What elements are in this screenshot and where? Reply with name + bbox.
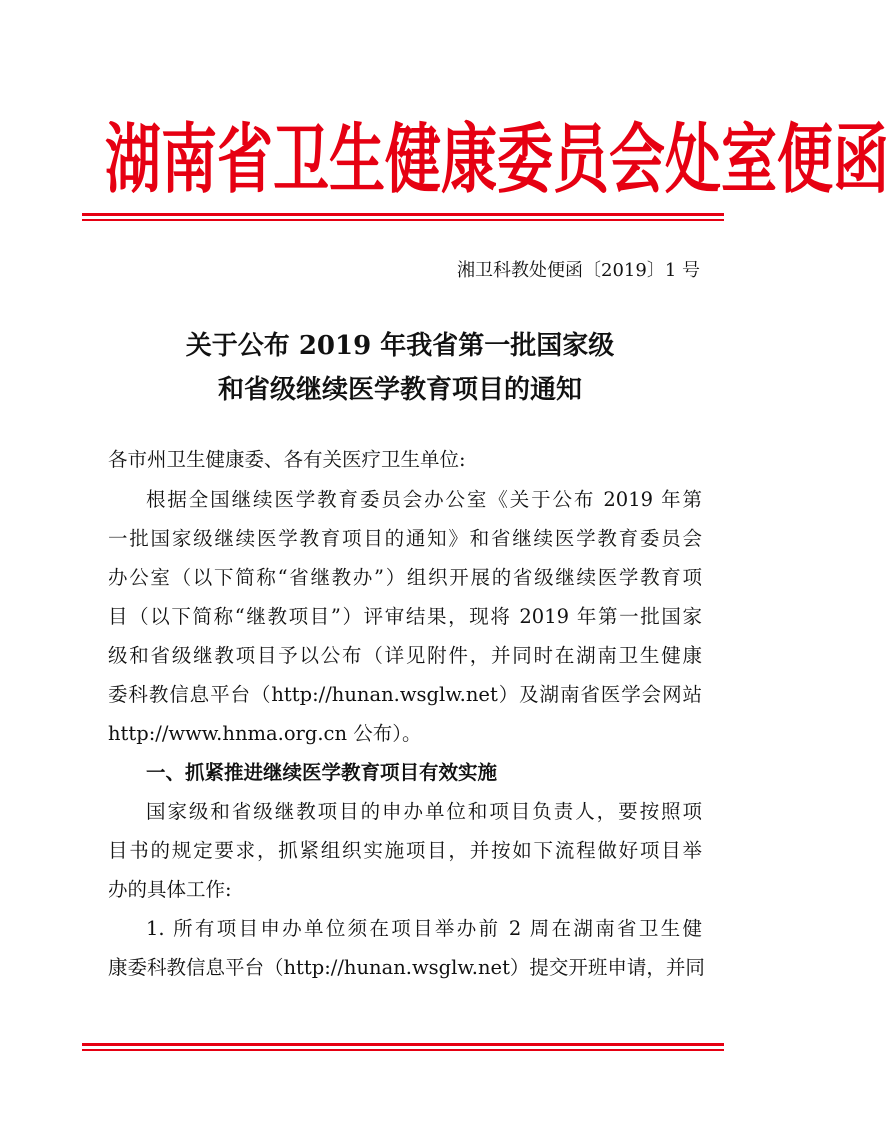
masthead-char: 函	[833, 115, 889, 205]
paragraph-line: 目书的规定要求，抓紧组织实施项目，并按如下流程做好项目举	[108, 839, 702, 862]
header-red-rule-thin	[82, 219, 724, 221]
masthead-char: 员	[553, 115, 609, 205]
footer-red-rule-thin	[82, 1049, 724, 1051]
list-item-line: 1. 所有项目申办单位须在项目举办前 2 周在湖南省卫生健	[146, 917, 702, 940]
masthead-char: 湖	[105, 115, 161, 205]
masthead-char: 南	[161, 115, 217, 205]
footer-red-rule	[82, 1043, 724, 1046]
section-heading: 一、抓紧推进继续医学教育项目有效实施	[146, 761, 498, 784]
masthead-char: 室	[721, 115, 777, 205]
paragraph-line: 委科教信息平台（http://hunan.wsglw.net）及湖南省医学会网站	[108, 683, 702, 706]
paragraph-line: 级和省级继教项目予以公布（详见附件，并同时在湖南卫生健康	[108, 644, 702, 667]
paragraph-line: 根据全国继续医学教育委员会办公室《关于公布 2019 年第	[146, 488, 702, 511]
paragraph-line: 一批国家级继续医学教育项目的通知》和省继续医学教育委员会	[108, 527, 702, 550]
list-item-line: 康委科教信息平台（http://hunan.wsglw.net）提交开班申请，并同	[108, 956, 705, 979]
document-number: 湘卫科教处便函〔2019〕1 号	[457, 260, 700, 281]
masthead-char: 健	[385, 115, 441, 205]
paragraph-line: 目（以下简称“继教项目”）评审结果，现将 2019 年第一批国家	[108, 605, 702, 628]
masthead-char: 卫	[273, 115, 329, 205]
masthead-char: 生	[329, 115, 385, 205]
masthead-char: 省	[217, 115, 273, 205]
document-title-line-2: 和省级继续医学教育项目的通知	[217, 375, 582, 405]
paragraph-line: 办的具体工作:	[108, 878, 232, 901]
paragraph-line: 国家级和省级继教项目的申办单位和项目负责人，要按照项	[146, 800, 702, 823]
letterhead-masthead	[105, 112, 889, 208]
masthead-char: 康	[441, 115, 497, 205]
document-title-line-1: 关于公布 2019 年我省第一批国家级	[185, 331, 615, 361]
paragraph-line: 办公室（以下简称“省继教办”）组织开展的省级继续医学教育项	[108, 566, 702, 589]
masthead-char: 会	[609, 115, 665, 205]
header-red-rule	[82, 213, 724, 216]
masthead-char: 委	[497, 115, 553, 205]
masthead-char: 便	[777, 115, 833, 205]
masthead-char: 处	[665, 115, 721, 205]
salutation: 各市州卫生健康委、各有关医疗卫生单位:	[108, 448, 466, 471]
paragraph-line: http://www.hnma.org.cn 公布）。	[108, 722, 422, 745]
